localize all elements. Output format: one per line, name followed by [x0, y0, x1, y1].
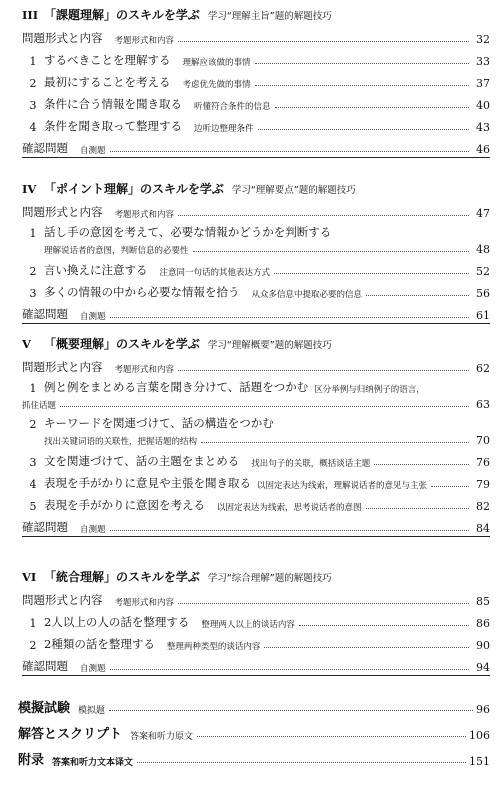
entry-title: 模擬試験 [18, 701, 71, 716]
entry-index: 3 [29, 287, 37, 300]
section-title: 「統合理解」のスキルを学ぶ [44, 570, 200, 584]
leader-dots [431, 485, 469, 487]
toc-entry[interactable] [22, 46, 490, 68]
section-number: VI [22, 570, 37, 584]
entry-title: 条件を聞き取って整理する [44, 119, 182, 133]
page-number: 56 [476, 287, 490, 300]
page-number: 43 [476, 121, 490, 134]
page-number: 48 [476, 243, 490, 256]
page-number: 40 [476, 99, 490, 112]
leader-dots [137, 762, 466, 763]
toc-entry-continuation[interactable] [22, 431, 490, 447]
toc-entry[interactable] [22, 411, 490, 431]
entry-title: 2人以上の人の話を整理する [44, 615, 190, 629]
toc-entry[interactable] [22, 68, 490, 90]
entry-title: 問題形式と内容 [22, 593, 103, 607]
page-number: 94 [476, 661, 490, 674]
entry-title: 例と例をまとめる言葉を聞き分けて、話題をつかむ [44, 380, 309, 394]
entry-index: 5 [29, 500, 37, 513]
toc-entry[interactable] [22, 652, 490, 674]
entry-translation: 模拟题 [78, 706, 106, 716]
section-title: 「概要理解」のスキルを学ぶ [44, 337, 200, 351]
entry-translation: 区分举例与归纳例子的语言， [314, 385, 425, 395]
leader-dots [366, 507, 469, 509]
page-number: 90 [476, 639, 490, 652]
appendix-entries [18, 690, 490, 768]
page-number: 85 [476, 595, 490, 608]
toc-entry-continuation[interactable] [22, 240, 490, 256]
entry-translation: 找出句子的关联，概括谈话主题 [251, 459, 371, 469]
entry-title: 確認問題 [22, 659, 68, 673]
page-number: 76 [476, 456, 490, 469]
entry-translation: 自测题 [80, 312, 106, 322]
section-iv [22, 180, 490, 324]
toc-entry-appendix[interactable] [18, 742, 490, 768]
section-heading [22, 335, 490, 353]
toc-entry[interactable] [22, 447, 490, 469]
entry-title: 確認問題 [22, 307, 68, 321]
entry-index: 1 [29, 617, 37, 630]
entry-translation: 答案和听力原文 [130, 732, 194, 742]
section-rule [22, 675, 490, 676]
section-rule [22, 157, 490, 158]
page-number: 151 [469, 755, 490, 768]
toc-entry[interactable] [22, 256, 490, 278]
entry-translation: 自测题 [80, 525, 106, 535]
entry-title: 条件に合う情報を聞き取る [44, 97, 182, 111]
leader-dots [264, 646, 469, 648]
leader-dots [60, 405, 469, 407]
toc-entry[interactable] [22, 278, 490, 300]
entry-index: 1 [29, 55, 37, 68]
toc-entry[interactable] [22, 375, 490, 395]
entry-index: 1 [29, 382, 37, 395]
entry-translation: 考题形式和内容 [114, 36, 175, 46]
leader-dots [255, 62, 469, 64]
page-number: 106 [469, 729, 490, 742]
page-number: 84 [476, 522, 490, 535]
entry-title: 附录 [18, 753, 45, 768]
leader-dots [110, 150, 469, 152]
page-number: 52 [476, 265, 490, 278]
page-number: 46 [476, 143, 490, 156]
entry-title: するべきことを理解する [44, 53, 171, 67]
entry-title: 解答とスクリプト [18, 727, 123, 742]
page-number: 70 [476, 434, 490, 447]
entry-title: 確認問題 [22, 520, 68, 534]
toc-entry[interactable] [22, 24, 490, 46]
entry-title: 問題形式と内容 [22, 31, 103, 45]
leader-dots [197, 736, 466, 737]
entry-index: 4 [29, 121, 37, 134]
entry-index: 2 [29, 265, 37, 278]
entry-index: 1 [29, 227, 37, 240]
section-v [22, 335, 490, 537]
entry-title: 話し手の意図を考えて、必要な情報かどうかを判断する [44, 225, 332, 239]
entry-title: 多くの情報の中から必要な情報を拾う [44, 285, 240, 299]
entry-translation: 从众多信息中提取必要的信息 [251, 290, 363, 300]
entry-translation: 考虑优先做的事情 [182, 80, 251, 90]
entry-title: 確認問題 [22, 141, 68, 155]
section-rule [22, 536, 490, 537]
entry-translation: 整理两人以上的谈话内容 [201, 620, 295, 630]
toc-entry[interactable] [22, 220, 490, 240]
entry-index: 2 [29, 77, 37, 90]
entry-title: 言い換えに注意する [44, 263, 148, 277]
leader-dots [274, 272, 469, 274]
section-subtitle: 学习“理解概要”题的解题技巧 [207, 340, 332, 351]
section-subtitle: 学习“理解要点”题的解题技巧 [231, 185, 356, 196]
page-number: 32 [476, 33, 490, 46]
section-rule [22, 323, 490, 324]
entry-title: 表現を手がかりに意見や主張を聞き取る [44, 476, 251, 490]
leader-dots [178, 369, 469, 371]
leader-dots [178, 602, 469, 604]
entry-index: 4 [29, 478, 37, 491]
entry-translation: 注意同一句话的其他表达方式 [159, 268, 271, 278]
toc-entry[interactable] [22, 608, 490, 630]
leader-dots [299, 624, 469, 626]
toc-entry[interactable] [22, 491, 490, 513]
entry-title: 問題形式と内容 [22, 205, 103, 219]
toc-entry-continuation[interactable] [22, 395, 490, 411]
page-number: 96 [476, 703, 490, 716]
toc-entry[interactable] [22, 134, 490, 156]
section-title: 「ポイント理解」のスキルを学ぶ [44, 182, 224, 196]
entry-translation: 理解说话者的意图，判断信息的必要性 [44, 246, 189, 256]
toc-entry[interactable] [22, 112, 490, 134]
toc-entry[interactable] [22, 586, 490, 608]
page-number: 63 [476, 398, 490, 411]
page-number: 82 [476, 500, 490, 513]
entry-translation: 找出关键词语的关联性，把握话题的结构 [44, 437, 198, 447]
entry-translation: 整理两种类型的谈话内容 [166, 642, 261, 652]
toc-entry[interactable] [22, 90, 490, 112]
leader-dots [193, 250, 469, 252]
toc-entry-answers-scripts[interactable] [18, 716, 490, 742]
section-number: V [22, 337, 31, 351]
entry-translation: 边听边整理条件 [194, 124, 254, 134]
toc-entry[interactable] [22, 198, 490, 220]
entry-title: 問題形式と内容 [22, 360, 103, 374]
entry-title: 最初にすることを考える [44, 75, 171, 89]
toc-entry-mock-exam[interactable] [18, 690, 490, 716]
entry-translation: 自测题 [80, 664, 106, 674]
entry-title: キーワードを関連づけて、話の構造をつかむ [44, 416, 274, 430]
entry-index: 3 [29, 99, 37, 112]
page-number: 86 [476, 617, 490, 630]
entry-translation: 考题形式和内容 [114, 365, 175, 375]
section-subtitle: 学习“综合理解”题的解题技巧 [207, 573, 332, 584]
section-number: IV [22, 182, 37, 196]
section-vi [22, 568, 490, 676]
entry-translation: 理解应该做的事情 [182, 58, 251, 68]
entry-translation: 考题形式和内容 [114, 210, 175, 220]
leader-dots [201, 441, 469, 443]
section-subtitle: 学习“理解主旨”题的解题技巧 [207, 11, 332, 22]
leader-dots [110, 316, 469, 318]
entry-title: 2種類の話を整理する [44, 637, 155, 651]
leader-dots [374, 463, 469, 465]
toc-entry[interactable] [22, 300, 490, 322]
leader-dots [178, 40, 469, 42]
leader-dots [109, 710, 473, 711]
entry-index: 2 [29, 639, 37, 652]
entry-title: 文を関連づけて、話の主題をまとめる [44, 454, 240, 468]
toc-entry[interactable] [22, 630, 490, 652]
section-title: 「課題理解」のスキルを学ぶ [44, 8, 200, 22]
page-number: 47 [476, 207, 490, 220]
entry-translation: 答案和听力文本译文 [52, 758, 134, 768]
toc-entry[interactable] [22, 469, 490, 491]
leader-dots [366, 294, 469, 296]
section-iii [22, 6, 490, 158]
entry-index: 3 [29, 456, 37, 469]
leader-dots [275, 106, 469, 108]
entry-translation: 自测题 [80, 146, 106, 156]
entry-translation: 以固定表达为线索，思考说话者的意图 [217, 503, 362, 513]
section-number: III [22, 8, 39, 22]
entry-index: 2 [29, 418, 37, 431]
section-heading [22, 568, 490, 586]
leader-dots [258, 128, 469, 130]
entry-translation: 考题形式和内容 [114, 598, 175, 608]
leader-dots [178, 214, 469, 216]
section-heading [22, 6, 490, 24]
page-number: 61 [476, 309, 490, 322]
section-heading [22, 180, 490, 198]
page-number: 62 [476, 362, 490, 375]
page-number: 79 [476, 478, 490, 491]
page-number: 37 [476, 77, 490, 90]
leader-dots [110, 529, 469, 531]
toc-entry[interactable] [22, 353, 490, 375]
entry-translation: 听懂符合条件的信息 [194, 102, 271, 112]
entry-translation: 以固定表达为线索，理解说话者的意见与主张 [257, 481, 428, 491]
leader-dots [255, 84, 469, 86]
entry-translation-cont: 抓住话题 [22, 401, 57, 411]
entry-title: 表現を手がかりに意図を考える [44, 498, 205, 512]
toc-entry[interactable] [22, 513, 490, 535]
page-number: 33 [476, 55, 490, 68]
leader-dots [110, 668, 469, 670]
